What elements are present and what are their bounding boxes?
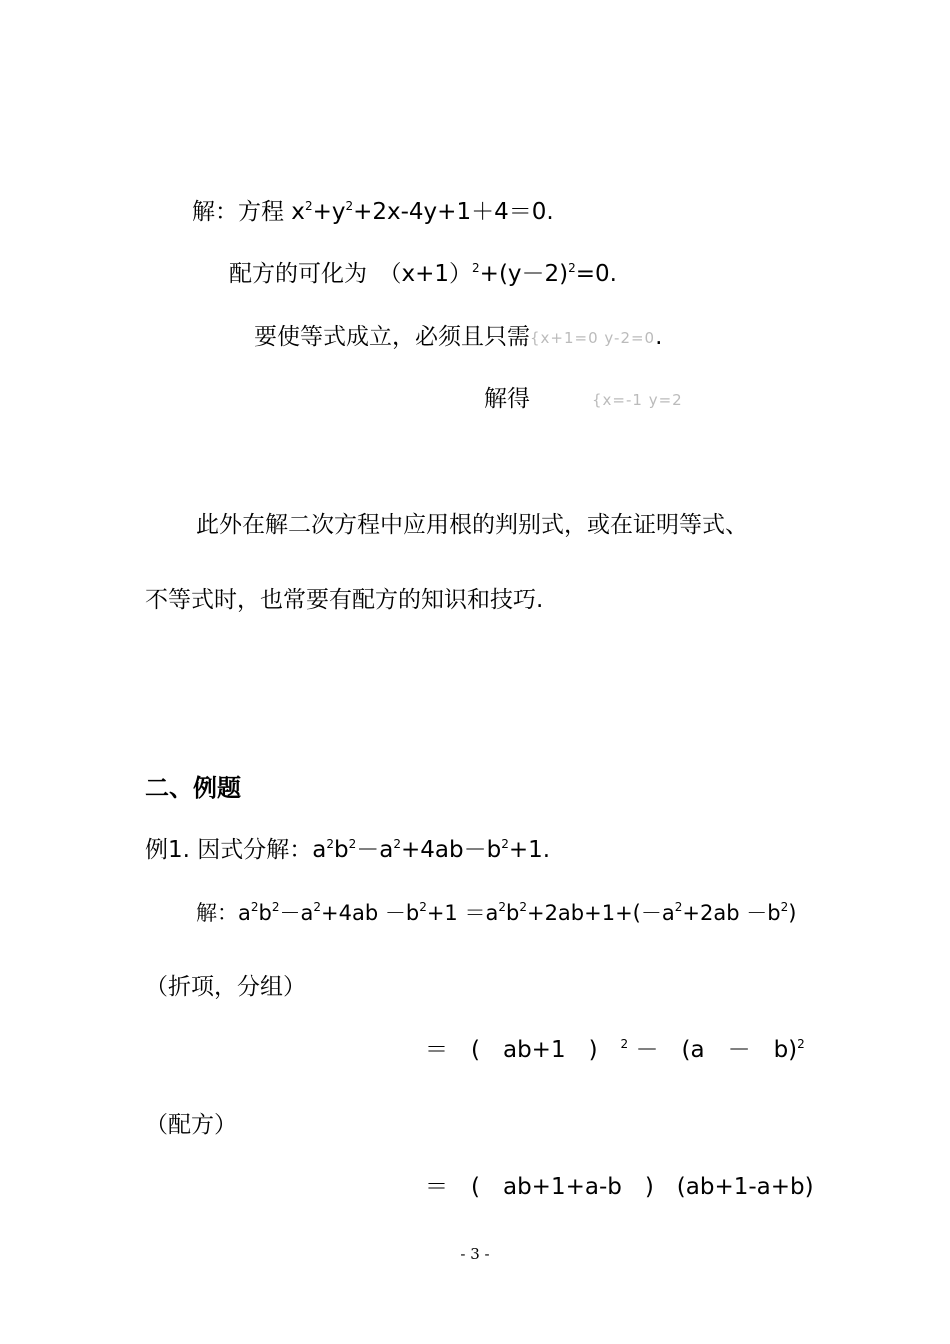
exponent: 2 [498,900,506,914]
text: －a [356,837,394,863]
text: －a [279,901,314,925]
text: +1. [508,837,551,863]
text: +2ab+1+(－a [526,901,675,925]
page-number: - 3 - [460,1245,490,1263]
note-complete-square: （配方） [145,1112,237,1138]
step-2 [425,1035,805,1065]
text: . [655,324,663,350]
paragraph-line-2: 不等式时，也常要有配方的知识和技巧. [145,587,544,613]
note-split-group: （折项，分组） [145,974,306,1000]
solution-line-2 [229,259,617,289]
text: +1 ＝a [426,901,499,925]
example-1-solution [196,898,796,928]
exponent: 2 [345,199,354,213]
text: +2x-4y+1＋4＝0. [353,199,554,225]
text: 要使等式成立，必须且只需 [254,324,530,350]
solution-line-1 [192,197,554,227]
text: 解得 [484,386,530,412]
text: 例1. 因式分解：a [145,837,327,863]
exponent: 2 [419,900,427,914]
example-1-title [145,835,550,865]
exponent: 2 [326,837,334,851]
text: +2ab －b [682,901,781,925]
text: +4ab－b [401,837,502,863]
text: +y [312,199,346,225]
exponent: 2 [271,900,280,914]
exponent: 2 [348,837,357,851]
equation-system: {x=-1 y=2 [592,390,683,409]
text: ＝ ( ab+1 ) [425,1037,621,1063]
exponent: 2 [304,199,313,213]
step-3: ＝ ( ab+1+a-b ) (ab+1-a+b) [425,1174,814,1200]
solution-line-4 [484,384,683,415]
section-heading: 二、例题 [145,774,241,802]
text: +(y－2) [479,261,569,287]
text: 配方的可化为 （x+1） [229,261,473,287]
exponent: 2 [780,900,789,914]
text: b [334,837,349,863]
text: =0. [575,261,617,287]
exponent: 2 [568,261,576,275]
text: b [258,901,272,925]
paragraph-line-1: 此外在解二次方程中应用根的判别式，或在证明等式、 [196,512,748,538]
exponent: 2 [797,1037,805,1051]
text: b [505,901,520,925]
exponent: 2 [472,261,480,275]
text: － (a － b) [628,1037,798,1063]
text: 解：a [196,901,251,925]
text: 解：方程 x [192,199,305,225]
equation-system: {x+1=0 y-2=0 [530,328,656,347]
solution-line-3 [254,322,662,353]
text: +4ab －b [321,901,420,925]
exponent: 2 [519,900,527,914]
exponent: 2 [620,1037,629,1051]
exponent: 2 [313,900,322,914]
exponent: 2 [501,837,509,851]
exponent: 2 [250,900,259,914]
text: ) [788,901,797,925]
exponent: 2 [674,900,683,914]
exponent: 2 [393,837,401,851]
